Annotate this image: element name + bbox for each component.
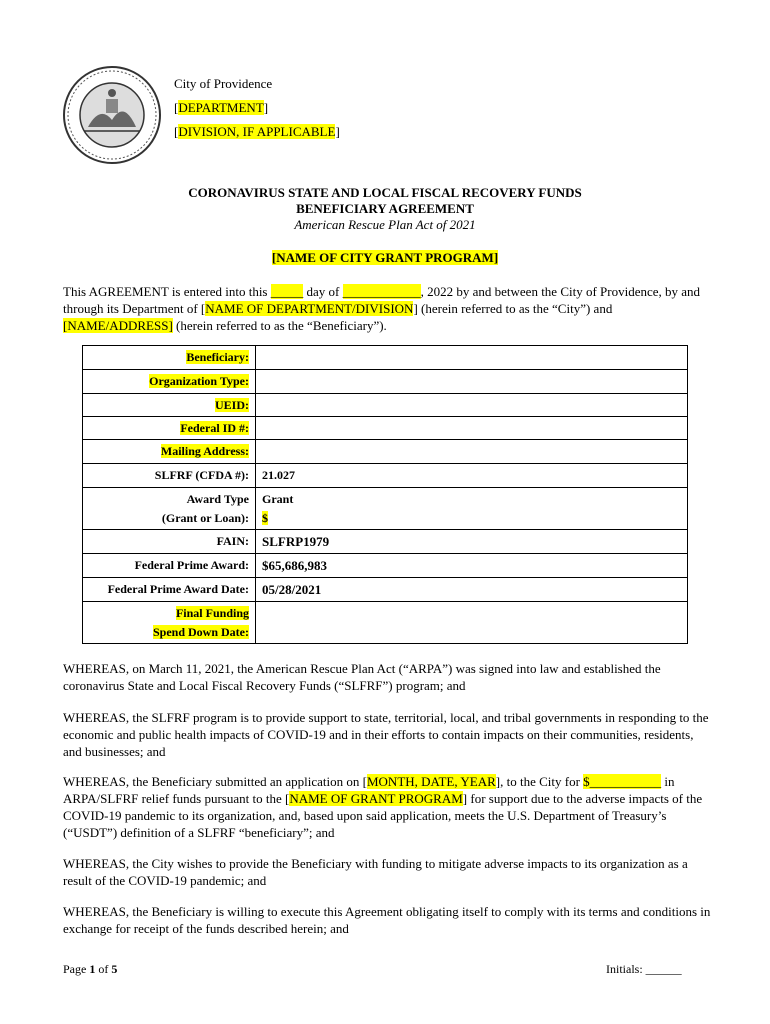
- department-placeholder: DEPARTMENT: [178, 100, 264, 115]
- fain-value: SLFRP1979: [256, 530, 688, 554]
- prime-award-date-label: Federal Prime Award Date:: [83, 578, 256, 602]
- slfrf-value: 21.027: [256, 464, 688, 488]
- program-name: [0, 250, 770, 266]
- table-row: [83, 602, 688, 644]
- title-line-1: CORONAVIRUS STATE AND LOCAL FISCAL RECOVERY FUNDS: [188, 185, 582, 200]
- table-row: [83, 464, 688, 488]
- dept-division-placeholder: NAME OF DEPARTMENT/DIVISION: [205, 301, 414, 316]
- department-line: [DEPARTMENT]: [174, 100, 269, 115]
- federal-id-value: [256, 417, 688, 440]
- mailing-address-label: Mailing Address:: [160, 444, 249, 458]
- whereas-5: WHEREAS, the Beneficiary is willing to execute this Agreement obligating itself to comply with its terms and conditions in exchange for receipt of the funds described herein; and: [63, 904, 711, 936]
- document-title: [0, 185, 770, 233]
- program-placeholder: [NAME OF CITY GRANT PROGRAM]: [271, 250, 499, 265]
- letterhead: [174, 72, 340, 144]
- intro-paragraph: This AGREEMENT is entered into this _____ day of ____________, 2022 by and between the City of Providence, by and through its Department of [NAME OF DEPARTMENT/DIVISION] (herein referred to as the “City”) and [NAME/ADDRESS] (herein referred to as the “Beneficiary”).: [63, 284, 701, 333]
- table-row: [83, 394, 688, 417]
- ueid-label: UEID:: [214, 397, 249, 412]
- day-blank: _____: [270, 284, 304, 299]
- title-line-3: American Rescue Plan Act of 2021: [294, 217, 476, 232]
- prime-award-label: Federal Prime Award:: [83, 554, 256, 578]
- division-line: [DIVISION, IF APPLICABLE]: [174, 124, 340, 139]
- table-row: [83, 530, 688, 554]
- beneficiary-info-table: [82, 345, 688, 644]
- amount-placeholder: $___________: [583, 774, 662, 789]
- spend-down-date-value: [256, 602, 688, 644]
- org-type-label: Organization Type:: [149, 374, 249, 388]
- grant-program-placeholder: NAME OF GRANT PROGRAM: [289, 791, 463, 806]
- final-funding-label: Final Funding: [175, 605, 249, 620]
- ueid-value: [256, 394, 688, 417]
- table-row: [83, 346, 688, 370]
- mailing-address-value: [256, 440, 688, 464]
- beneficiary-value: [256, 346, 688, 370]
- beneficiary-label: Beneficiary:: [186, 350, 249, 364]
- initials-field: Initials: ______: [606, 962, 682, 976]
- award-type-label: Award Type: [186, 491, 249, 506]
- table-row: [83, 488, 688, 530]
- month-blank: ____________: [342, 284, 421, 299]
- whereas-1: WHEREAS, on March 11, 2021, the American Rescue Plan Act (“ARPA”) was signed into law and established the coronavirus State and Local Fiscal Recovery Funds (“SLFRF”) program; and: [63, 661, 661, 693]
- slfrf-label: SLFRF (CFDA #):: [83, 464, 256, 488]
- title-line-2: BENEFICIARY AGREEMENT: [296, 201, 474, 216]
- fain-label: FAIN:: [83, 530, 256, 554]
- table-row: [83, 370, 688, 394]
- name-address-placeholder: [NAME/ADDRESS]: [63, 318, 173, 333]
- table-row: [83, 417, 688, 440]
- division-placeholder: DIVISION, IF APPLICABLE: [178, 124, 336, 139]
- whereas-4: WHEREAS, the City wishes to provide the Beneficiary with funding to mitigate adverse impacts to its organization as a result of the COVID-19 pandemic; and: [63, 856, 688, 888]
- award-amount-placeholder: $: [262, 510, 268, 525]
- spend-down-date-label: Spend Down Date:: [152, 624, 249, 639]
- federal-id-label: Federal ID #:: [180, 420, 249, 435]
- org-type-value: [256, 370, 688, 394]
- award-type-value: Grant: [262, 491, 294, 506]
- whereas-2: WHEREAS, the SLFRF program is to provide support to state, territorial, local, and tribal governments in responding to the economic and public health impacts of COVID-19 and in their efforts to contain impacts on their communities, residents, and businesses; and: [63, 710, 709, 759]
- page-number: Page 1 of 5: [63, 962, 118, 976]
- application-date-placeholder: MONTH, DATE, YEAR: [366, 774, 496, 789]
- award-type-sublabel: (Grant or Loan):: [161, 510, 249, 525]
- table-row: [83, 554, 688, 578]
- prime-award-value: $65,686,983: [256, 554, 688, 578]
- whereas-3: WHEREAS, the Beneficiary submitted an application on [MONTH, DATE, YEAR], to the City for $___________ in ARPA/SLFRF relief funds pursuant to the [NAME OF GRANT PROGRAM] for support due to the adverse impacts of the COVID-19 pandemic to its organization, and, based upon said application, meets the U.S. Department of Treasury’s (“USDT”) definition of a SLFRF “beneficiary”; and: [63, 774, 703, 840]
- city-seal-icon: [62, 65, 162, 165]
- city-name: City of Providence: [174, 76, 273, 91]
- table-row: [83, 440, 688, 464]
- table-row: [83, 578, 688, 602]
- prime-award-date-value: 05/28/2021: [256, 578, 688, 602]
